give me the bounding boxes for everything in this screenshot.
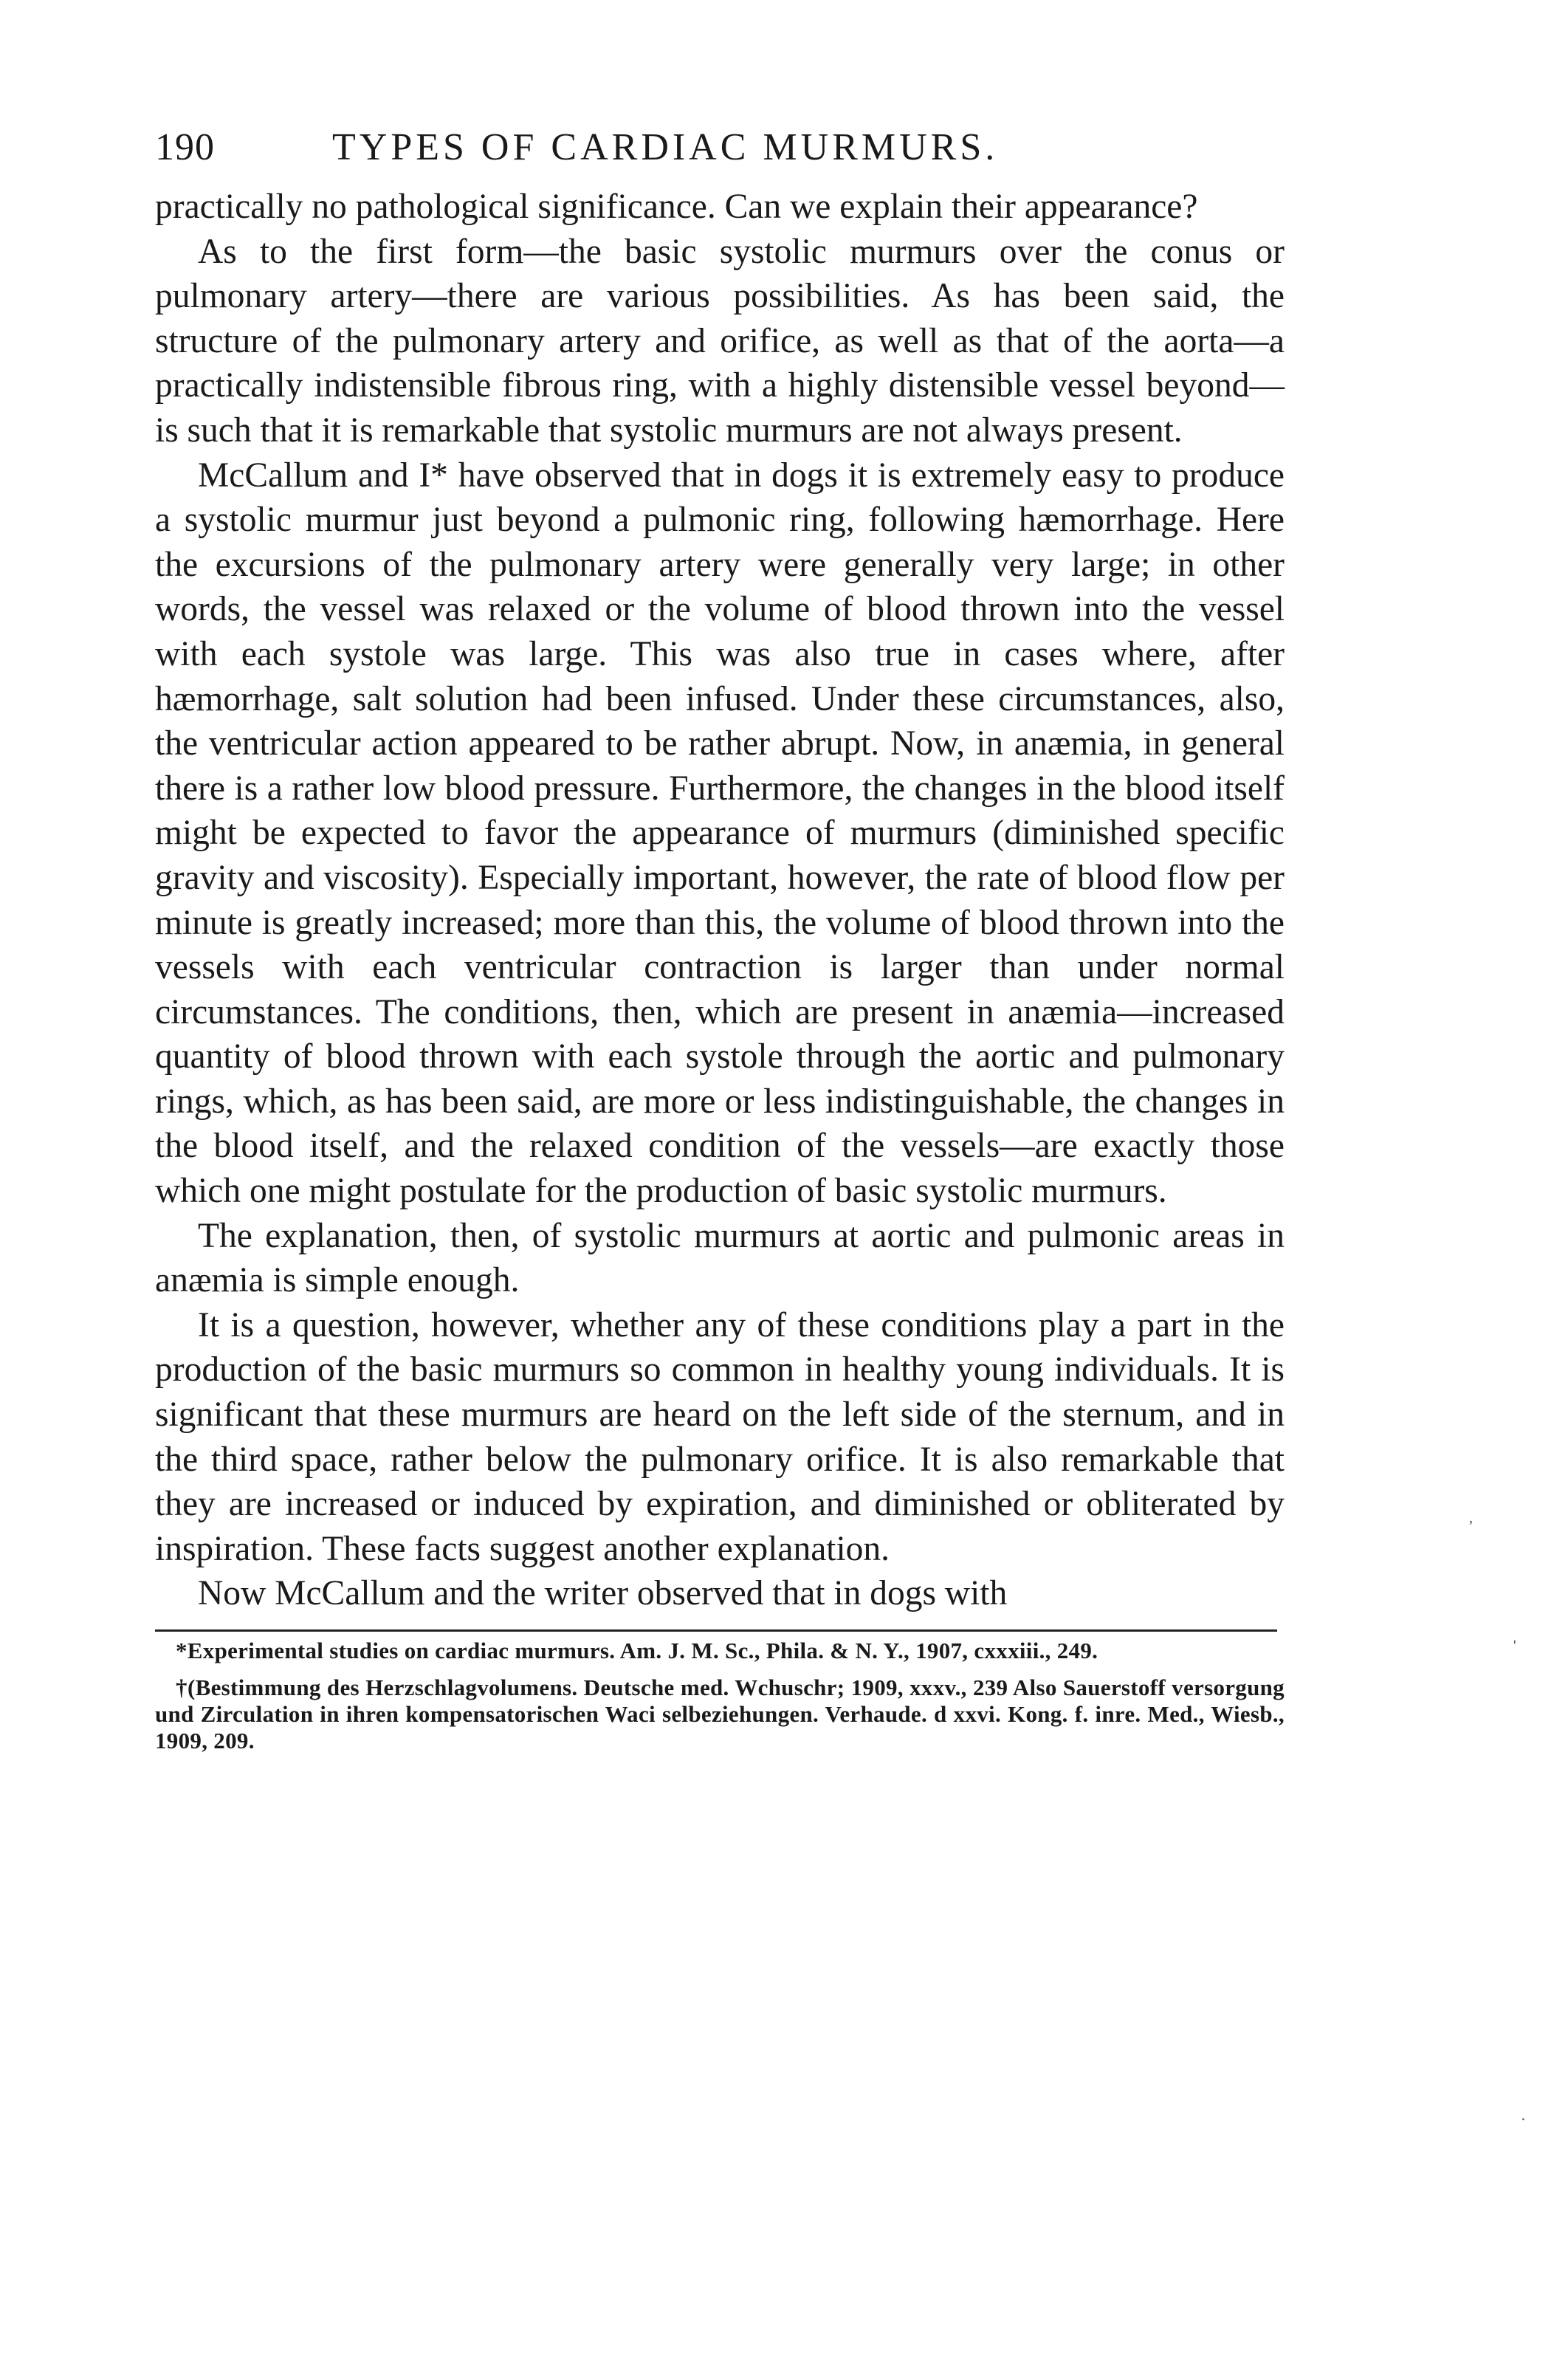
body-text	[155, 185, 1285, 1616]
scan-speck: ·	[1521, 2112, 1526, 2128]
running-head: TYPES OF CARDIAC MURMURS.	[332, 126, 999, 168]
book-page	[155, 126, 1285, 1765]
page-number: 190	[155, 126, 215, 168]
scan-speck: '	[1513, 1638, 1516, 1654]
paragraph-continued: practically no pathological significance. Can we explain their appearance?	[155, 188, 1198, 226]
paragraph: As to the first form—the basic systolic murmurs over the conus or pulmonary artery—there are various possibilities. As has been said, the structure of the pulmonary artery and orifice, as well as that of the aorta—a practically indistensible fibrous ring, with a highly distensible vessel beyond—is such that it is remarkable that systolic murmurs are not always present.	[155, 232, 1285, 450]
scan-speck: ,	[1469, 1510, 1473, 1526]
paragraph: It is a question, however, whether any of these conditions play a part in the production of the basic murmurs so common in healthy young individuals. It is significant that these murmurs are heard on the left side of the sternum, and in the third space, rather below the pulmonary orifice. It is also remarkable that they are increased or induced by expiration, and diminished or obliterated by inspiration. These facts suggest another explanation.	[155, 1305, 1285, 1568]
footnote: †(Bestimmung des Herzschlagvolumens. Deutsche med. Wchuschr; 1909, xxxv., 239 Also Sauerstoff versorgung und Zirculation in ihren kompensatorischen Waci selbeziehungen. Verhaude. d xxvi. Kong. f. inre. Med., Wiesb., 1909, 209.	[155, 1675, 1285, 1754]
paragraph: Now McCallum and the writer observed that in dogs with	[198, 1574, 1008, 1613]
paragraph: The explanation, then, of systolic murmurs at aortic and pulmonic areas in anæmia is simple enough.	[155, 1216, 1285, 1300]
footnote: *Experimental studies on cardiac murmurs. Am. J. M. Sc., Phila. & N. Y., 1907, cxxxiii., 249.	[176, 1638, 1098, 1663]
footnotes	[155, 1638, 1285, 1754]
paragraph: McCallum and I* have observed that in dogs it is extremely easy to produce a systolic murmur just beyond a pulmonic ring, following hæmorrhage. Here the excursions of the pulmonary artery were generally very large; in other words, the vessel was relaxed or the volume of blood thrown into the vessel with each systole was large. This was also true in cases where, after hæmorrhage, salt solution had been infused. Under these circumstances, also, the ventricular action appeared to be rather abrupt. Now, in anæmia, in general there is a rather low blood pressure. Furthermore, the changes in the blood itself might be expected to favor the appearance of murmurs (diminished specific gravity and viscosity). Especially important, however, the rate of blood flow per minute is greatly increased; more than this, the volume of blood thrown into the vessels with each ventricular contraction is larger than under normal circumstances. The conditions, then, which are present in anæmia—increased quantity of blood thrown with each systole through the aortic and pulmonary rings, which, as has been said, are more or less indistinguishable, the changes in the blood itself, and the relaxed condition of the vessels—are exactly those which one might postulate for the production of basic systolic murmurs.	[155, 456, 1285, 1211]
page-header	[155, 126, 1285, 185]
footnote-divider	[155, 1629, 1277, 1632]
